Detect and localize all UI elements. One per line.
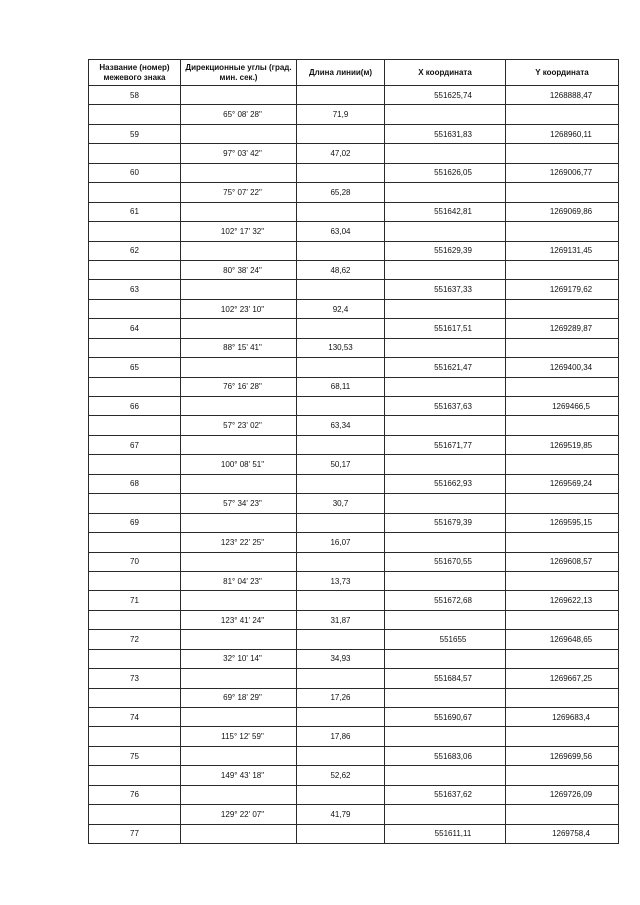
cell-name: 76 [89, 785, 181, 804]
cell-length [297, 124, 385, 143]
cell-x: 551617,51 [385, 319, 506, 338]
cell-y [506, 766, 619, 785]
cell-y: 1269179,62 [506, 280, 619, 299]
cell-name: 72 [89, 630, 181, 649]
cell-name [89, 805, 181, 824]
cell-name [89, 766, 181, 785]
cell-x: 551611,11 [385, 824, 506, 843]
cell-angle [181, 280, 297, 299]
cell-y [506, 338, 619, 357]
cell-name: 77 [89, 824, 181, 843]
cell-angle [181, 202, 297, 221]
cell-angle: 65° 08' 28" [181, 105, 297, 124]
cell-angle [181, 358, 297, 377]
line-row [89, 533, 619, 552]
line-row [89, 727, 619, 746]
cell-length: 92,4 [297, 299, 385, 318]
cell-name [89, 416, 181, 435]
cell-x: 551670,55 [385, 552, 506, 571]
cell-y: 1268888,47 [506, 86, 619, 105]
cell-x: 551679,39 [385, 513, 506, 532]
point-row [89, 513, 619, 532]
line-row [89, 766, 619, 785]
cell-name [89, 377, 181, 396]
cell-x: 551625,74 [385, 86, 506, 105]
cell-name [89, 688, 181, 707]
cell-y [506, 455, 619, 474]
cell-y [506, 377, 619, 396]
cell-name: 63 [89, 280, 181, 299]
cell-length [297, 669, 385, 688]
cell-name: 66 [89, 397, 181, 416]
cell-y: 1269622,13 [506, 591, 619, 610]
cell-x [385, 144, 506, 163]
cell-length [297, 591, 385, 610]
cell-angle [181, 552, 297, 571]
line-row [89, 688, 619, 707]
header-x: X координата [385, 60, 506, 86]
cell-y [506, 105, 619, 124]
cell-angle: 76° 16' 28" [181, 377, 297, 396]
cell-name [89, 649, 181, 668]
cell-y [506, 222, 619, 241]
cell-angle [181, 474, 297, 493]
cell-y [506, 533, 619, 552]
cell-angle [181, 785, 297, 804]
point-row [89, 591, 619, 610]
cell-angle [181, 824, 297, 843]
cell-x: 551690,67 [385, 708, 506, 727]
cell-angle: 129° 22' 07" [181, 805, 297, 824]
cell-name: 64 [89, 319, 181, 338]
header-name: Название (номер) межевого знака [89, 60, 181, 86]
cell-name: 60 [89, 163, 181, 182]
cell-y: 1269648,65 [506, 630, 619, 649]
cell-x [385, 377, 506, 396]
cell-x: 551637,62 [385, 785, 506, 804]
cell-length: 65,28 [297, 183, 385, 202]
cell-y [506, 416, 619, 435]
cell-x: 551671,77 [385, 435, 506, 454]
cell-y: 1269466,5 [506, 397, 619, 416]
cell-y [506, 727, 619, 746]
cell-length [297, 785, 385, 804]
cell-name: 74 [89, 708, 181, 727]
point-row [89, 397, 619, 416]
point-row [89, 630, 619, 649]
cell-x [385, 183, 506, 202]
cell-y: 1269726,09 [506, 785, 619, 804]
cell-length: 13,73 [297, 571, 385, 590]
cell-length: 17,86 [297, 727, 385, 746]
cell-angle [181, 435, 297, 454]
cell-name: 69 [89, 513, 181, 532]
cell-angle: 88° 15' 41" [181, 338, 297, 357]
cell-x [385, 260, 506, 279]
cell-x [385, 222, 506, 241]
table-body [89, 86, 619, 844]
cell-y: 1269699,56 [506, 746, 619, 765]
cell-angle [181, 513, 297, 532]
line-row [89, 183, 619, 202]
line-row [89, 610, 619, 629]
cell-name [89, 727, 181, 746]
point-row [89, 708, 619, 727]
cell-y: 1269519,85 [506, 435, 619, 454]
cell-angle [181, 241, 297, 260]
line-row [89, 299, 619, 318]
line-row [89, 649, 619, 668]
point-row [89, 280, 619, 299]
coordinates-table [88, 59, 619, 844]
cell-length: 17,26 [297, 688, 385, 707]
line-row [89, 105, 619, 124]
cell-y [506, 183, 619, 202]
cell-name [89, 222, 181, 241]
cell-y [506, 610, 619, 629]
cell-length: 130,53 [297, 338, 385, 357]
cell-name: 58 [89, 86, 181, 105]
cell-x [385, 805, 506, 824]
cell-angle [181, 124, 297, 143]
cell-angle: 81° 04' 23" [181, 571, 297, 590]
cell-y: 1269683,4 [506, 708, 619, 727]
line-row [89, 494, 619, 513]
cell-y [506, 649, 619, 668]
point-row [89, 124, 619, 143]
cell-length: 68,11 [297, 377, 385, 396]
cell-length: 34,93 [297, 649, 385, 668]
cell-length [297, 241, 385, 260]
cell-angle [181, 319, 297, 338]
cell-angle: 32° 10' 14" [181, 649, 297, 668]
cell-y: 1269131,45 [506, 241, 619, 260]
cell-name: 68 [89, 474, 181, 493]
point-row [89, 86, 619, 105]
cell-x [385, 299, 506, 318]
point-row [89, 163, 619, 182]
cell-length [297, 202, 385, 221]
cell-x: 551637,63 [385, 397, 506, 416]
cell-angle: 102° 17' 32" [181, 222, 297, 241]
cell-x [385, 455, 506, 474]
cell-length: 48,62 [297, 260, 385, 279]
cell-length: 47,02 [297, 144, 385, 163]
cell-y: 1269758,4 [506, 824, 619, 843]
cell-name [89, 260, 181, 279]
cell-length [297, 708, 385, 727]
cell-y [506, 688, 619, 707]
cell-name: 71 [89, 591, 181, 610]
cell-x [385, 338, 506, 357]
cell-name: 61 [89, 202, 181, 221]
header-angle: Дирекционные углы (град. мин. сек.) [181, 60, 297, 86]
line-row [89, 338, 619, 357]
cell-length [297, 746, 385, 765]
cell-name [89, 183, 181, 202]
point-row [89, 669, 619, 688]
cell-y [506, 805, 619, 824]
cell-x: 551655 [385, 630, 506, 649]
cell-y: 1269667,25 [506, 669, 619, 688]
cell-angle [181, 591, 297, 610]
cell-length: 63,04 [297, 222, 385, 241]
cell-name [89, 533, 181, 552]
line-row [89, 260, 619, 279]
cell-y [506, 144, 619, 163]
cell-length: 52,62 [297, 766, 385, 785]
header-y: Y координата [506, 60, 619, 86]
cell-name [89, 494, 181, 513]
cell-x [385, 105, 506, 124]
line-row [89, 571, 619, 590]
cell-length [297, 552, 385, 571]
cell-y [506, 494, 619, 513]
cell-name [89, 338, 181, 357]
cell-y: 1269289,87 [506, 319, 619, 338]
line-row [89, 144, 619, 163]
cell-y: 1269069,86 [506, 202, 619, 221]
cell-length: 41,79 [297, 805, 385, 824]
cell-x [385, 688, 506, 707]
cell-y: 1268960,11 [506, 124, 619, 143]
point-row [89, 202, 619, 221]
cell-name: 62 [89, 241, 181, 260]
cell-y: 1269595,15 [506, 513, 619, 532]
cell-length [297, 280, 385, 299]
cell-angle: 115° 12' 59" [181, 727, 297, 746]
line-row [89, 222, 619, 241]
cell-angle: 57° 23' 02" [181, 416, 297, 435]
cell-length [297, 86, 385, 105]
cell-length [297, 513, 385, 532]
line-row [89, 416, 619, 435]
point-row [89, 319, 619, 338]
cell-length [297, 358, 385, 377]
cell-y [506, 571, 619, 590]
cell-length: 30,7 [297, 494, 385, 513]
point-row [89, 241, 619, 260]
header-length: Длина линии(м) [297, 60, 385, 86]
boundary-coordinates-document [88, 59, 618, 844]
cell-name: 67 [89, 435, 181, 454]
cell-x: 551631,83 [385, 124, 506, 143]
cell-x: 551683,06 [385, 746, 506, 765]
cell-x: 551637,33 [385, 280, 506, 299]
cell-x: 551672,68 [385, 591, 506, 610]
point-row [89, 824, 619, 843]
cell-angle: 100° 08' 51" [181, 455, 297, 474]
point-row [89, 552, 619, 571]
cell-x [385, 727, 506, 746]
cell-angle [181, 630, 297, 649]
cell-length [297, 435, 385, 454]
cell-name [89, 455, 181, 474]
cell-y: 1269608,57 [506, 552, 619, 571]
cell-angle: 57° 34' 23" [181, 494, 297, 513]
cell-name: 70 [89, 552, 181, 571]
cell-length: 16,07 [297, 533, 385, 552]
cell-x: 551642,81 [385, 202, 506, 221]
line-row [89, 377, 619, 396]
cell-length [297, 630, 385, 649]
cell-name [89, 610, 181, 629]
cell-x: 551621,47 [385, 358, 506, 377]
cell-x [385, 416, 506, 435]
cell-angle [181, 86, 297, 105]
cell-x [385, 610, 506, 629]
cell-x: 551662,93 [385, 474, 506, 493]
cell-x [385, 533, 506, 552]
cell-length [297, 397, 385, 416]
cell-x [385, 649, 506, 668]
cell-angle [181, 163, 297, 182]
cell-y [506, 260, 619, 279]
point-row [89, 358, 619, 377]
cell-angle: 149° 43' 18" [181, 766, 297, 785]
cell-x [385, 571, 506, 590]
cell-length [297, 824, 385, 843]
cell-angle [181, 708, 297, 727]
cell-angle [181, 669, 297, 688]
cell-name [89, 144, 181, 163]
line-row [89, 455, 619, 474]
cell-name [89, 105, 181, 124]
cell-angle: 75° 07' 22" [181, 183, 297, 202]
cell-x [385, 766, 506, 785]
cell-angle [181, 397, 297, 416]
cell-name: 73 [89, 669, 181, 688]
cell-angle [181, 746, 297, 765]
point-row [89, 785, 619, 804]
point-row [89, 746, 619, 765]
cell-angle: 123° 41' 24" [181, 610, 297, 629]
cell-name [89, 299, 181, 318]
cell-angle: 123° 22' 25" [181, 533, 297, 552]
cell-length: 63,34 [297, 416, 385, 435]
cell-x [385, 494, 506, 513]
cell-angle: 80° 38' 24" [181, 260, 297, 279]
cell-length [297, 163, 385, 182]
cell-angle: 69° 18' 29" [181, 688, 297, 707]
point-row [89, 435, 619, 454]
cell-y: 1269569,24 [506, 474, 619, 493]
cell-length: 71,9 [297, 105, 385, 124]
line-row [89, 805, 619, 824]
cell-length [297, 474, 385, 493]
cell-angle: 102° 23' 10" [181, 299, 297, 318]
cell-name: 59 [89, 124, 181, 143]
cell-x: 551626,05 [385, 163, 506, 182]
cell-angle: 97° 03' 42" [181, 144, 297, 163]
cell-length: 50,17 [297, 455, 385, 474]
header-row [89, 60, 619, 86]
cell-x: 551684,57 [385, 669, 506, 688]
cell-length [297, 319, 385, 338]
cell-name: 65 [89, 358, 181, 377]
cell-y: 1269006,77 [506, 163, 619, 182]
point-row [89, 474, 619, 493]
cell-name [89, 571, 181, 590]
cell-y: 1269400,34 [506, 358, 619, 377]
cell-length: 31,87 [297, 610, 385, 629]
cell-name: 75 [89, 746, 181, 765]
cell-y [506, 299, 619, 318]
cell-x: 551629,39 [385, 241, 506, 260]
